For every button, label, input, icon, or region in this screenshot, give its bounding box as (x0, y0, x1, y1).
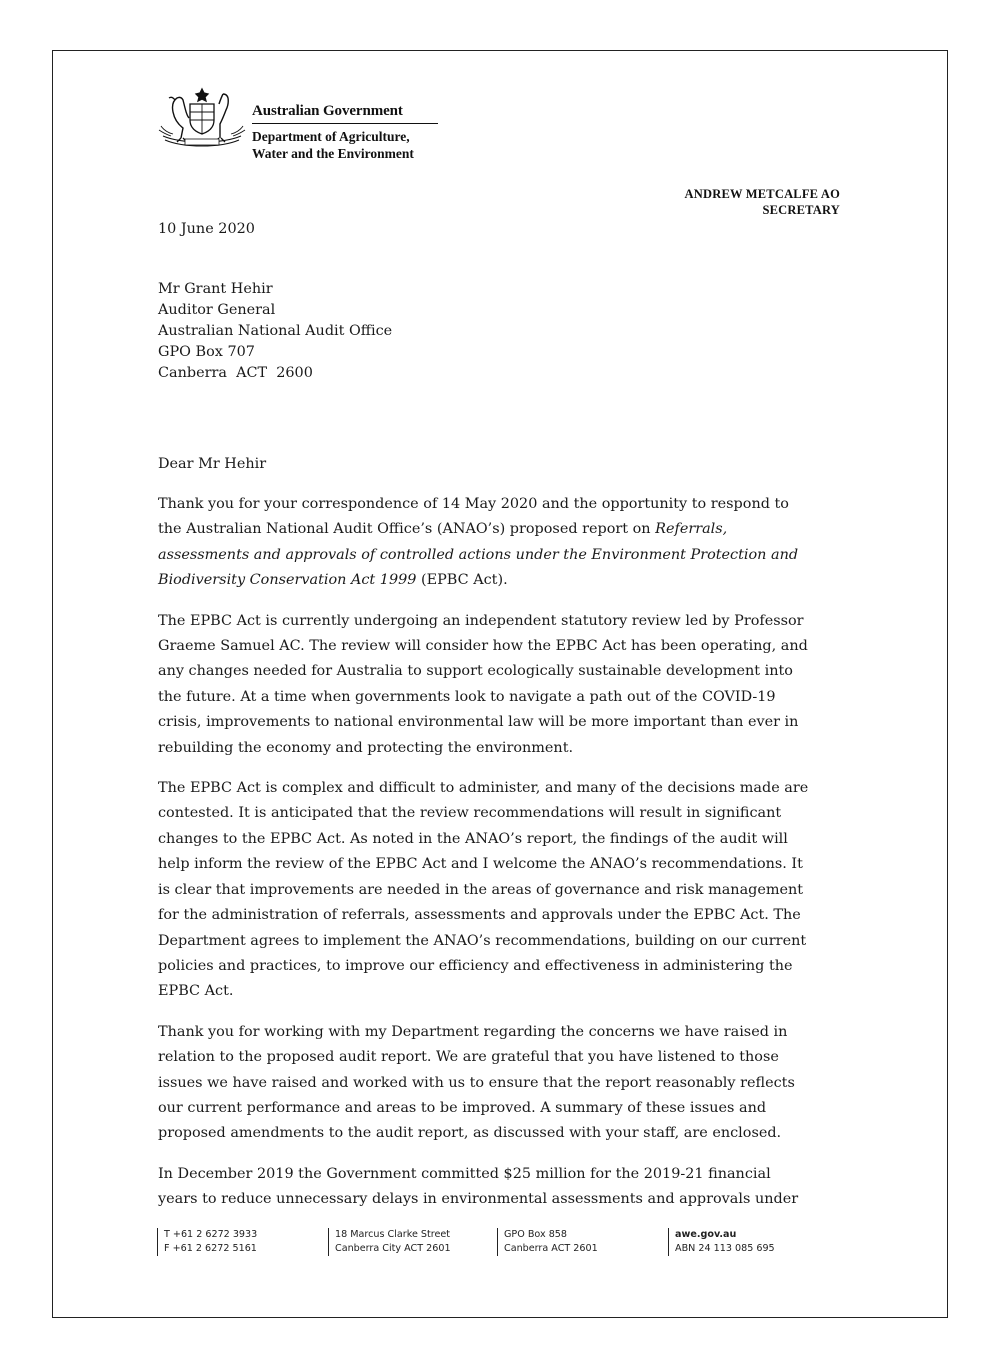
heading-divider (252, 123, 438, 124)
body-line: help inform the review of the EPBC Act and I welcome the ANAO’s recommendations. It (158, 856, 803, 873)
footer-street: 18 Marcus Clarke Street (335, 1229, 451, 1240)
footer-street-address (328, 1228, 451, 1256)
paragraph-4 (158, 1020, 843, 1147)
dept-line-1: Department of Agriculture, (252, 129, 410, 144)
footer-po-city: Canberra ACT 2601 (504, 1243, 598, 1254)
paragraph-1 (158, 492, 843, 594)
address-line: Auditor General (158, 302, 276, 318)
government-heading (252, 102, 438, 162)
sender-title: SECRETARY (762, 203, 840, 217)
footer-street-city: Canberra City ACT 2601 (335, 1243, 451, 1254)
body-line: crisis, improvements to national environmental law will be more important than ever in (158, 714, 799, 731)
body-line: Thank you for working with my Department regarding the concerns we have raised in (158, 1023, 788, 1040)
salutation: Dear Mr Hehir (158, 456, 267, 472)
sender-block (685, 186, 840, 218)
body-line: changes to the EPBC Act. As noted in the ANAO’s report, the findings of the audit will (158, 830, 788, 847)
address-line: Canberra ACT 2600 (158, 365, 313, 381)
org-name: Australian Government (252, 103, 403, 119)
body-line: relation to the proposed audit report. We are grateful that you have listened to those (158, 1049, 779, 1066)
body-line (158, 517, 843, 542)
address-line: Australian National Audit Office (158, 323, 393, 339)
body-line: In December 2019 the Government committed $25 million for the 2019-21 financial (158, 1165, 771, 1182)
footer-website-link[interactable]: awe.gov.au (675, 1229, 737, 1240)
body-line: proposed amendments to the audit report, as discussed with your staff, are enclosed. (158, 1125, 782, 1142)
act-title-italic: Biodiversity Conservation Act 1999 (158, 572, 417, 589)
body-line: is clear that improvements are needed in the areas of governance and risk management (158, 881, 804, 898)
body-line: issues we have raised and worked with us to ensure that the report reasonably reflects (158, 1074, 795, 1091)
footer-phone: T +61 2 6272 3933 (164, 1229, 258, 1240)
recipient-address (158, 279, 392, 384)
coat-of-arms-logo (157, 86, 247, 152)
letter-date: 10 June 2020 (158, 221, 255, 237)
body-line: rebuilding the economy and protecting the environment. (158, 739, 574, 756)
body-line: the future. At a time when governments look to navigate a path out of the COVID-19 (158, 688, 776, 705)
footer-contact (157, 1228, 257, 1256)
body-line: years to reduce unnecessary delays in environmental assessments and approvals under (158, 1191, 799, 1208)
body-line: contested. It is anticipated that the review recommendations will result in significant (158, 805, 782, 822)
letter-body (158, 492, 843, 1228)
body-line: policies and practices, to improve our efficiency and effectiveness in administering the (158, 957, 793, 974)
footer-po-box: GPO Box 858 (504, 1229, 568, 1240)
footer-web (668, 1228, 775, 1256)
body-line (158, 568, 843, 593)
body-line: for the administration of referrals, assessments and approvals under the EPBC Act. The (158, 907, 801, 924)
body-line: our current performance and areas to be improved. A summary of these issues and (158, 1099, 767, 1116)
body-line (158, 543, 843, 568)
body-line: any changes needed for Australia to support ecologically sustainable development into (158, 663, 793, 680)
address-line: Mr Grant Hehir (158, 281, 273, 297)
body-line: Graeme Samuel AC. The review will consider how the EPBC Act has been operating, and (158, 638, 808, 655)
body-line: The EPBC Act is currently undergoing an independent statutory review led by Professor (158, 612, 804, 629)
body-line: EPBC Act. (158, 983, 234, 1000)
body-line: The EPBC Act is complex and difficult to administer, and many of the decisions made are (158, 780, 809, 797)
sender-name: ANDREW METCALFE AO (684, 187, 840, 201)
body-text: the Australian National Audit Office’s (ANAO’s) proposed report on (158, 521, 656, 538)
report-title-italic: Referrals, (655, 521, 728, 538)
body-line: Department agrees to implement the ANAO’s recommendations, building on our current (158, 932, 807, 949)
body-line: Thank you for your correspondence of 14 May 2020 and the opportunity to respond to (158, 496, 789, 512)
address-line: GPO Box 707 (158, 344, 255, 360)
paragraph-5 (158, 1162, 843, 1213)
footer-postal-address (497, 1228, 598, 1256)
paragraph-2 (158, 609, 843, 761)
body-text: (EPBC Act). (416, 572, 508, 589)
report-title-italic: assessments and approvals of controlled actions under the Environment Protection and (158, 546, 799, 563)
footer-abn: ABN 24 113 085 695 (675, 1243, 775, 1254)
dept-line-2: Water and the Environment (252, 146, 414, 161)
paragraph-3 (158, 776, 843, 1005)
footer-fax: F +61 2 6272 5161 (164, 1243, 257, 1254)
